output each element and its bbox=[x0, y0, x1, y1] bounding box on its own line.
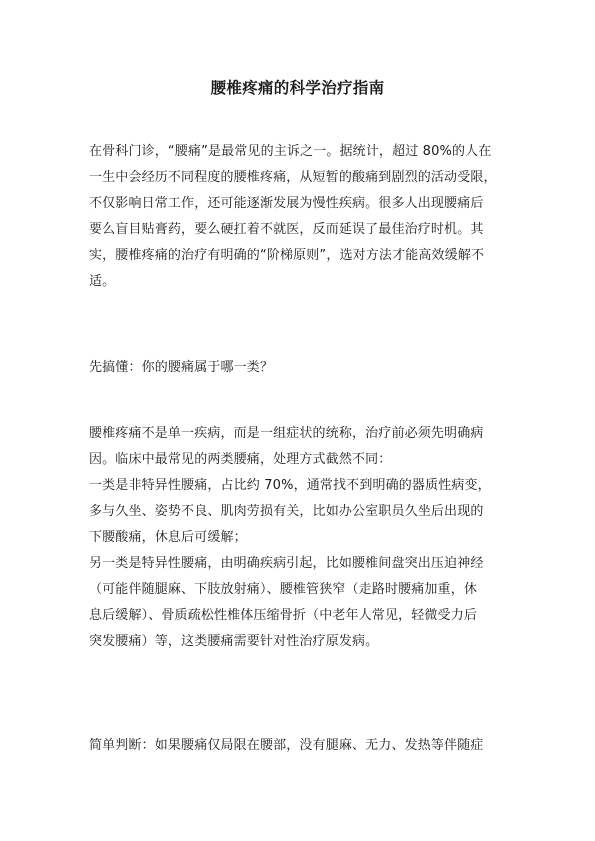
text-line: 不仅影响日常工作，还可能逐渐发展为慢性疾病。很多人出现腰痛后 bbox=[89, 196, 484, 211]
text-line: 实，腰椎疼痛的治疗有明确的“阶梯原则”，选对方法才能高效缓解不 bbox=[89, 248, 485, 263]
text-line: 多与久坐、姿势不良、肌肉劳损有关，比如办公室职员久坐后出现的 bbox=[89, 504, 484, 519]
text-line: 另一类是特异性腰痛，由明确疾病引起，比如腰椎间盘突出压迫神经 bbox=[89, 556, 484, 571]
pain-types-paragraph bbox=[89, 421, 509, 655]
text-line: 因。临床中最常见的两类腰痛，处理方式截然不同： bbox=[89, 452, 392, 467]
judgment-paragraph bbox=[89, 733, 509, 759]
text-line: 腰椎疼痛不是单一疾病，而是一组症状的统称，治疗前必须先明确病 bbox=[89, 426, 484, 441]
document-title: 腰椎疼痛的科学治疗指南 bbox=[210, 79, 385, 97]
text-line: 突发腰痛）等，这类腰痛需要针对性治疗原发病。 bbox=[89, 634, 379, 649]
text-line: （可能伴随腿麻、下肢放射痛）、腰椎管狭窄（走路时腰痛加重，休 bbox=[89, 582, 478, 597]
section-heading: 先搞懂：你的腰痛属于哪一类？ bbox=[89, 360, 274, 375]
text-line: 息后缓解）、骨质疏松性椎体压缩骨折（中老年人常见，轻微受力后 bbox=[89, 608, 478, 623]
text-line: 一生中会经历不同程度的腰椎疼痛，从短暂的酸痛到剧烈的活动受限， bbox=[89, 170, 497, 185]
text-line: 适。 bbox=[89, 274, 116, 289]
text-line: 一类是非特异性腰痛，占比约 70%，通常找不到明确的器质性病变， bbox=[89, 478, 491, 493]
text-line: 要么盲目贴膏药，要么硬扛着不就医，反而延误了最佳治疗时机。其 bbox=[89, 222, 484, 237]
text-line: 在骨科门诊，“腰痛”是最常见的主诉之一。据统计，超过 80%的人在 bbox=[89, 144, 492, 159]
text-line: 简单判断：如果腰痛仅局限在腰部，没有腿麻、无力、发热等伴随症 bbox=[89, 738, 484, 753]
text-line: 下腰酸痛，休息后可缓解； bbox=[89, 530, 247, 545]
intro-paragraph bbox=[89, 139, 509, 295]
